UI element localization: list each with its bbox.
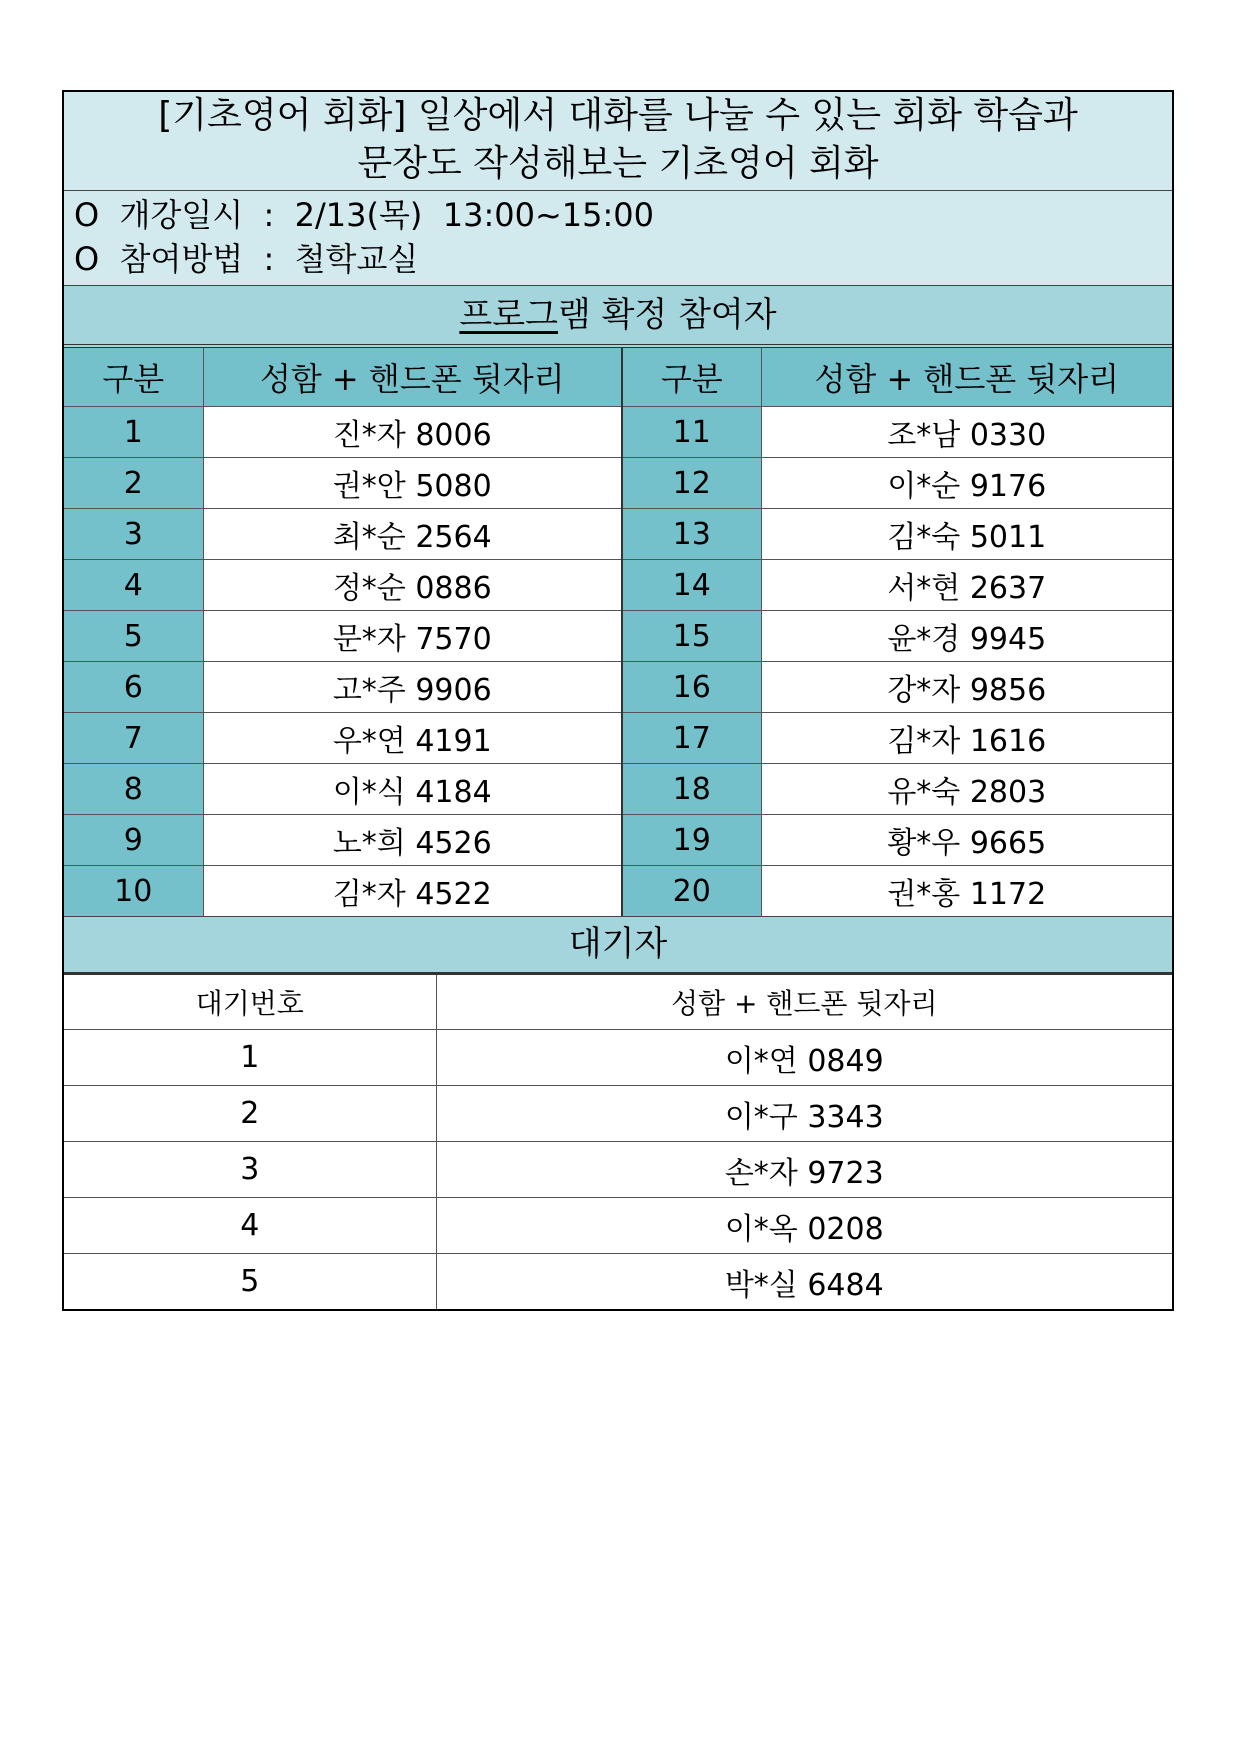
participant-name: 노*희 4526 bbox=[203, 815, 622, 866]
method-line: O 참여방법 : 철학교실 bbox=[74, 240, 419, 278]
waiting-number: 3 bbox=[64, 1142, 436, 1198]
table-row bbox=[64, 1198, 1172, 1254]
title-line-1: [기초영어 회화] 일상에서 대화를 나눌 수 있는 회화 학습과 bbox=[158, 95, 1078, 136]
title-line-2: 문장도 작성해보는 기초영어 회화 bbox=[357, 143, 879, 184]
row-number: 9 bbox=[64, 815, 203, 866]
participant-name: 강*자 9856 bbox=[761, 662, 1172, 713]
participant-name: 김*자 4522 bbox=[203, 866, 622, 917]
participant-name: 권*홍 1172 bbox=[761, 866, 1172, 917]
waiting-number: 1 bbox=[64, 1030, 436, 1086]
participant-name: 이*식 4184 bbox=[203, 764, 622, 815]
row-number: 19 bbox=[622, 815, 761, 866]
col-header-num-right: 구분 bbox=[622, 348, 761, 407]
participant-name: 정*순 0886 bbox=[203, 560, 622, 611]
row-number: 17 bbox=[622, 713, 761, 764]
table-row bbox=[64, 1086, 1172, 1142]
info-section bbox=[64, 191, 1172, 286]
table-row bbox=[64, 764, 1172, 815]
table-row bbox=[64, 407, 1172, 458]
col-header-waiting-num: 대기번호 bbox=[64, 975, 436, 1030]
table-row bbox=[64, 1254, 1172, 1310]
table-row bbox=[64, 662, 1172, 713]
participant-name: 최*순 2564 bbox=[203, 509, 622, 560]
confirmed-participants-table bbox=[64, 348, 1172, 916]
table-row bbox=[64, 1030, 1172, 1086]
row-number: 14 bbox=[622, 560, 761, 611]
row-number: 3 bbox=[64, 509, 203, 560]
row-number: 1 bbox=[64, 407, 203, 458]
confirmed-header-row bbox=[64, 348, 1172, 407]
row-number: 13 bbox=[622, 509, 761, 560]
participant-name: 서*현 2637 bbox=[761, 560, 1172, 611]
table-row bbox=[64, 560, 1172, 611]
participant-name: 윤*경 9945 bbox=[761, 611, 1172, 662]
row-number: 4 bbox=[64, 560, 203, 611]
waiting-list-table bbox=[64, 975, 1172, 1309]
waiting-header-row bbox=[64, 975, 1172, 1030]
notice-document bbox=[62, 90, 1174, 1311]
row-number: 20 bbox=[622, 866, 761, 917]
table-row bbox=[64, 866, 1172, 917]
row-number: 12 bbox=[622, 458, 761, 509]
table-row bbox=[64, 713, 1172, 764]
waiting-name: 손*자 9723 bbox=[436, 1142, 1172, 1198]
row-number: 6 bbox=[64, 662, 203, 713]
document-title bbox=[64, 92, 1172, 191]
row-number: 2 bbox=[64, 458, 203, 509]
table-row bbox=[64, 815, 1172, 866]
waiting-name: 이*구 3343 bbox=[436, 1086, 1172, 1142]
participant-name: 진*자 8006 bbox=[203, 407, 622, 458]
col-header-num-left: 구분 bbox=[64, 348, 203, 407]
participant-name: 우*연 4191 bbox=[203, 713, 622, 764]
row-number: 10 bbox=[64, 866, 203, 917]
confirmed-heading-underlined: 프로그 bbox=[459, 295, 558, 335]
table-row bbox=[64, 611, 1172, 662]
participant-name: 이*순 9176 bbox=[761, 458, 1172, 509]
waiting-heading: 대기자 bbox=[64, 916, 1172, 975]
participant-name: 황*우 9665 bbox=[761, 815, 1172, 866]
table-row bbox=[64, 1142, 1172, 1198]
confirmed-heading-rest: 램 확정 참여자 bbox=[557, 295, 777, 335]
participant-name: 김*숙 5011 bbox=[761, 509, 1172, 560]
schedule-line: O 개강일시 : 2/13(목) 13:00~15:00 bbox=[74, 196, 654, 234]
waiting-number: 5 bbox=[64, 1254, 436, 1310]
table-row bbox=[64, 458, 1172, 509]
waiting-name: 이*옥 0208 bbox=[436, 1198, 1172, 1254]
col-header-name-right: 성함 + 핸드폰 뒷자리 bbox=[761, 348, 1172, 407]
waiting-name: 이*연 0849 bbox=[436, 1030, 1172, 1086]
row-number: 16 bbox=[622, 662, 761, 713]
participant-name: 조*남 0330 bbox=[761, 407, 1172, 458]
waiting-number: 2 bbox=[64, 1086, 436, 1142]
row-number: 15 bbox=[622, 611, 761, 662]
waiting-number: 4 bbox=[64, 1198, 436, 1254]
table-row bbox=[64, 509, 1172, 560]
participant-name: 유*숙 2803 bbox=[761, 764, 1172, 815]
col-header-name-left: 성함 + 핸드폰 뒷자리 bbox=[203, 348, 622, 407]
waiting-name: 박*실 6484 bbox=[436, 1254, 1172, 1310]
participant-name: 김*자 1616 bbox=[761, 713, 1172, 764]
row-number: 18 bbox=[622, 764, 761, 815]
row-number: 7 bbox=[64, 713, 203, 764]
participant-name: 문*자 7570 bbox=[203, 611, 622, 662]
row-number: 8 bbox=[64, 764, 203, 815]
participant-name: 권*안 5080 bbox=[203, 458, 622, 509]
row-number: 5 bbox=[64, 611, 203, 662]
row-number: 11 bbox=[622, 407, 761, 458]
participant-name: 고*주 9906 bbox=[203, 662, 622, 713]
confirmed-heading bbox=[64, 286, 1172, 348]
col-header-waiting-name: 성함 + 핸드폰 뒷자리 bbox=[436, 975, 1172, 1030]
